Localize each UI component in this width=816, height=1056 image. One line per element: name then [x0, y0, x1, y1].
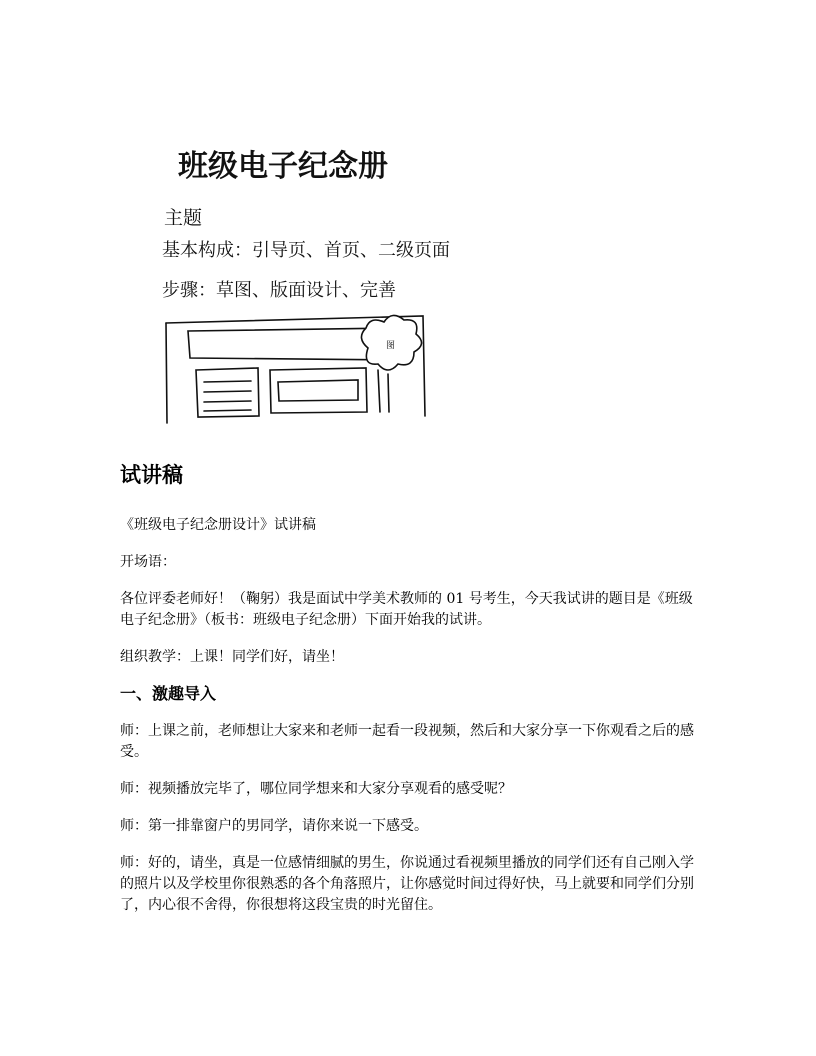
paragraph: 师：好的，请坐，真是一位感情细腻的男生，你说通过看视频里播放的同学们还有自己刚入学的照片以及学校里你很熟悉的各个角落照片，让你感觉时间过得好快，马上就要和同学们分别了，内心很不舍得，你很想将这段宝贵的时光留住。 [120, 855, 694, 914]
paragraph: 师：上课之前，老师想让大家来和老师一起看一段视频，然后和大家分享一下你观看之后的感受。 [120, 723, 694, 761]
paragraph: 师：第一排靠窗户的男同学，请你来说一下感受。 [120, 818, 428, 835]
sketch-line-steps: 步骤：草图、版面设计、完善 [162, 280, 396, 301]
sketch-line-structure: 基本构成：引导页、首页、二级页面 [162, 240, 450, 261]
document-subtitle: 《班级电子纪念册设计》试讲稿 [120, 517, 316, 534]
handwritten-sketch [158, 138, 458, 428]
opening-label: 开场语： [120, 554, 176, 571]
sketch-title: 班级电子纪念册 [178, 149, 388, 184]
section-title-introduction: 一、激趣导入 [120, 684, 217, 704]
sketch-line-theme: 主题 [164, 207, 203, 229]
sketch-cloud-label: 图 [386, 341, 396, 351]
paragraph: 师：视频播放完毕了，哪位同学想来和大家分享观看的感受呢？ [120, 781, 512, 798]
layout-sketch [166, 315, 425, 423]
sketch-drawing [158, 138, 458, 428]
organize-teaching: 组织教学：上课！同学们好，请坐！ [120, 649, 344, 666]
opening-text: 各位评委老师好！（鞠躬）我是面试中学美术教师的 01 号考生，今天我试讲的题目是《班级电子纪念册》（板书：班级电子纪念册）下面开始我的试讲。 [120, 591, 693, 629]
lecture-script [120, 462, 700, 932]
document-heading: 试讲稿 [120, 463, 183, 487]
